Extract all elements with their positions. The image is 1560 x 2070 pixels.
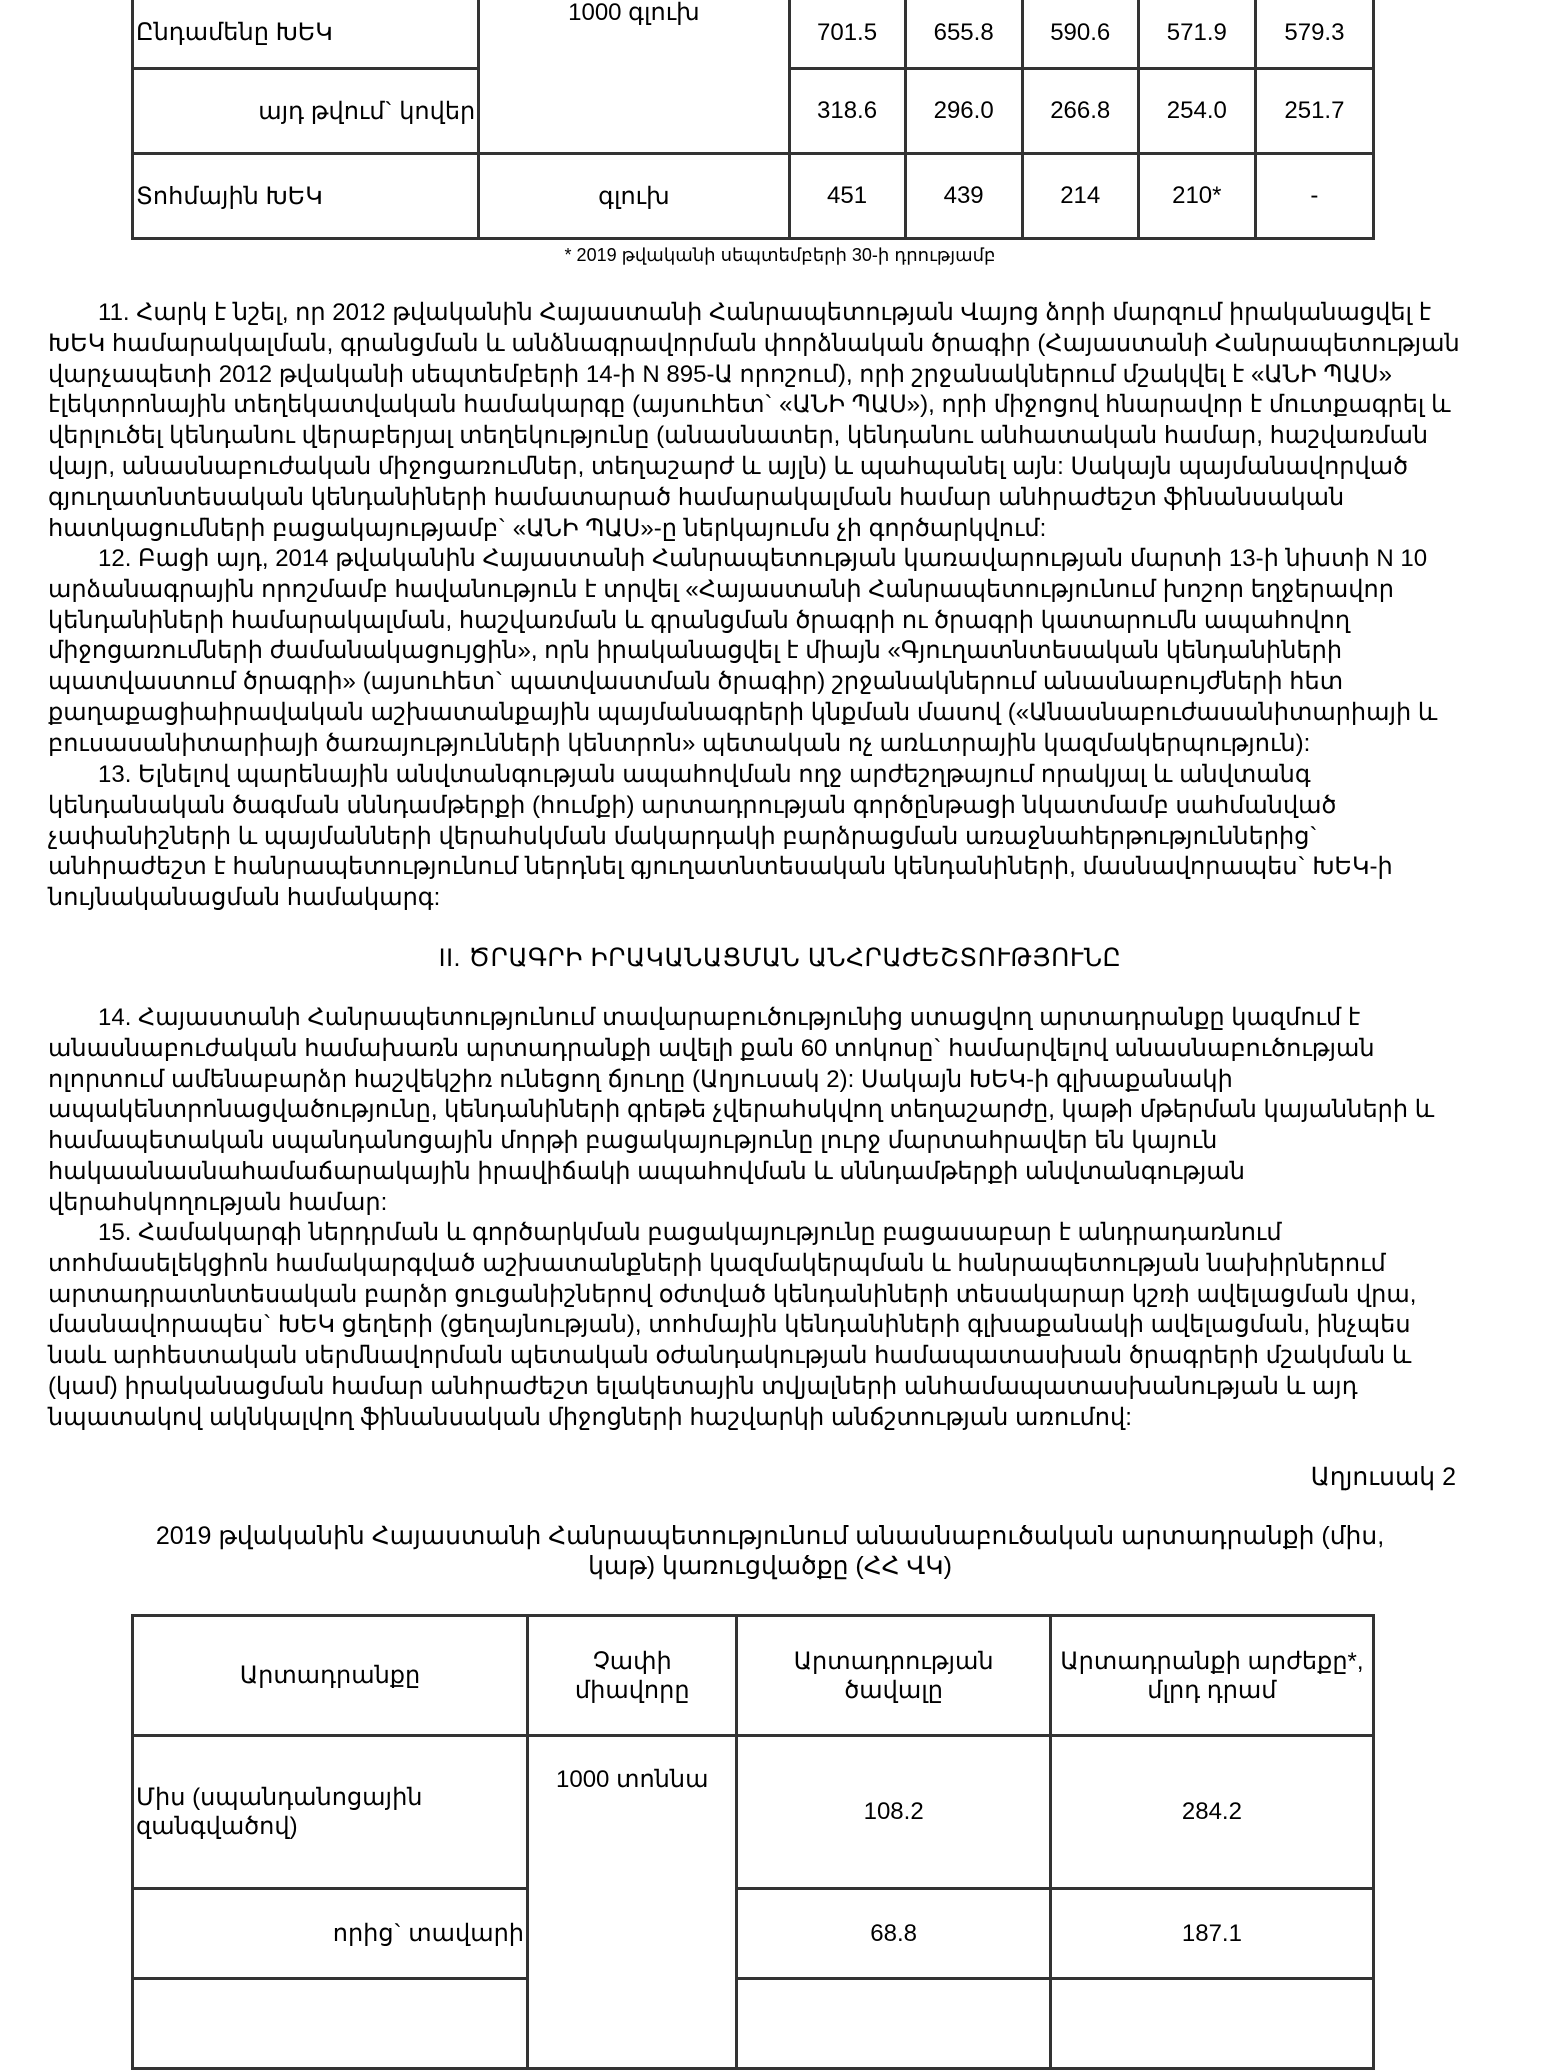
- value-cell: 701.5: [789, 0, 905, 69]
- paragraph-14: 14. Հայաստանի Հանրապետությունում տավարաբուծությունից ստացվող արտադրանքը կազմում է անասնաբուժական համախառն արտադրանքի ավելի քան 60 տոկոսը` համարվելով անասնաբուծության ոլորտում ամենաբարձր հաշվեկշիռ ունեցող ճյուղը (Աղյուսակ 2): Սակայն ԽԵԿ-ի գլխաքանակի ապակենտրոնացվածությունը, կենդանիների գրեթե չվերահսկվող տեղաշարժը, կաթի մթերման կայանների և համապետական սպանդանոցային մորթի բացակայությունը լուրջ մարտահրավեր են կայուն հակաանասնահամաճարակային իրավիճակի ապահովման և սննդամթերքի անվտանգության վերահսկողության համար:: [48, 1004, 1435, 1216]
- table-header-row: [133, 1616, 1374, 1736]
- paragraph-12: 12. Բացի այդ, 2014 թվականին Հայաստանի Հանրապետության կառավարության մարտի 13-ի նիստի N 10 արձանագրային որոշմամբ հավանություն է տրվել «Հայաստանի Հանրապետությունում խոշոր եղջերավոր կենդանիների համարակալման, հաշվառման և գրանցման ծրագրի ու ծրագրի կատարումն ապահովող միջոցառումների ժամանակացույցին», որն իրականացվել է միայն «Գյուղատնտեսական կենդանիների պատվաստում ծրագրի» (այսուհետ` պատվաստման ծրագիր) շրջանակներում անասնաբույժների հետ քաղաքացիաիրավական աշխատանքային պայմանագրերի կնքման մասով («Անասնաբուժասանիտարիայի և բուսասանիտարիայի ծառայությունների կենտրոն» պետական ոչ առևտրային կազմակերպություն):: [48, 545, 1438, 757]
- value-cell: 187.1: [1050, 1889, 1373, 1979]
- table-row: [133, 1889, 1374, 1979]
- livestock-count-table: [131, 0, 1375, 240]
- annex-label: Աղյուսակ 2: [1310, 1463, 1456, 1491]
- paragraph-13: 13. Ելնելով պարենային անվտանգության ապահովման ողջ արժեշղթայում որակյալ և անվտանգ կենդանական ծագման սննդամթերքի (հումքի) արտադրության գործընթացի նկատմամբ սահմանված չափանիշների և պայմանների վերահսկման մակարդակի բարձրացման առաջնահերթություններից` անհրաժեշտ է հանրապետությունում ներդնել գյուղատնտեսական կենդանիների, մասնավորապես` ԽԵԿ-ի նույնականացման համակարգ:: [48, 761, 1393, 912]
- value-cell: 210*: [1138, 154, 1255, 239]
- volume-cell: 68.8: [737, 1889, 1050, 1979]
- row-label: [133, 1979, 528, 2069]
- value-cell: 318.6: [789, 69, 905, 154]
- row-label: Տոհմային ԽԵԿ: [133, 154, 479, 239]
- value-cell: 655.8: [905, 0, 1022, 69]
- table-row: [133, 154, 1374, 239]
- volume-cell: 108.2: [737, 1736, 1050, 1889]
- section-heading: II. ԾՐԱԳՐԻ ԻՐԱԿԱՆԱՑՄԱՆ ԱՆՀՐԱԺԵՇՏՈՒԹՅՈՒՆԸ: [438, 944, 1122, 972]
- table-caption: 2019 թվականին Հայաստանի Հանրապետությունում անասնաբուծական արտադրանքի (միս, կաթ) կառուցվածքը (ՀՀ ՎԿ): [155, 1522, 1385, 1580]
- column-header: Արտադրանքի արժեքը*, մլրդ դրամ: [1050, 1616, 1373, 1736]
- production-structure-table: [131, 1614, 1375, 2070]
- unit-cell: գլուխ: [479, 154, 789, 239]
- table-row: [133, 0, 1374, 69]
- column-header: Արտադրանքը: [133, 1616, 528, 1736]
- value-cell: 284.2: [1050, 1736, 1373, 1889]
- paragraph-11: 11. Հարկ է նշել, որ 2012 թվականին Հայաստանի Հանրապետության Վայոց ձորի մարզում իրականացվել է ԽԵԿ համարակալման, գրանցման և անձնագրավորման փորձնական ծրագիր (Հայաստանի Հանրապետության վարչապետի 2012 թվականի սեպտեմբերի 14-ի N 895-Ա որոշում), որի շրջանակներում մշակվել է «ԱՆԻ ՊԱՍ» էլեկտրոնային տեղեկատվական համակարգը (այսուհետ` «ԱՆԻ ՊԱՍ»), որի միջոցով հնարավոր է մուտքագրել և վերլուծել կենդանու վերաբերյալ տեղեկությունը (անասնատեր, կենդանու անհատական համար, հաշվառման վայր, անասնաբուժական միջոցառումներ, տեղաշարժ և այլն) և պահպանել այն: Սակայն պայմանավորված գյուղատնտեսական կենդանիների համատարած համարակալման համար անհրաժեշտ ֆինանսական հատկացումների բացակայությամբ` «ԱՆԻ ՊԱՍ»-ը ներկայումս չի գործարկվում:: [48, 299, 1460, 542]
- value-cell: 296.0: [905, 69, 1022, 154]
- value-cell: 439: [905, 154, 1022, 239]
- value-cell: -: [1255, 154, 1373, 239]
- value-cell: 251.7: [1255, 69, 1373, 154]
- paragraph-15: 15. Համակարգի ներդրման և գործարկման բացակայությունը բացասաբար է անդրադառնում տոհմասելեկցիոն համակարգված աշխատանքների կազմակերպման և հանրապետության նախիրներում արտադրատնտեսական բարձր ցուցանիշներով օժտված կենդանիների տեսակարար կշռի ավելացման վրա, մասնավորապես` ԽԵԿ ցեղերի (ցեղայնության), տոհմային կենդանիների գլխաքանակի ավելացման, ինչպես նաև արհեստական սերմնավորման պետական օժանդակության համապատասխան ծրագրերի մշակման և (կամ) իրականացման համար անհրաժեշտ ելակետային տվյալների անհամապատասխանության և այդ նպատակով ակնկալվող ֆինանսական միջոցների հաշվարկի անճշտության առումով:: [48, 1219, 1417, 1431]
- table-row: [133, 1979, 1374, 2069]
- value-cell: 254.0: [1138, 69, 1255, 154]
- column-header: Չափի միավորը: [528, 1616, 737, 1736]
- value-cell: 266.8: [1022, 69, 1138, 154]
- value-cell: 571.9: [1138, 0, 1255, 69]
- unit-cell: 1000 գլուխ: [479, 0, 789, 154]
- value-cell: 579.3: [1255, 0, 1373, 69]
- value-cell: 590.6: [1022, 0, 1138, 69]
- row-label: Ընդամենը ԽԵԿ: [133, 0, 479, 69]
- column-header: Արտադրության ծավալը: [737, 1616, 1050, 1736]
- row-label: այդ թվում` կովեր: [133, 69, 479, 154]
- value-cell: 214: [1022, 154, 1138, 239]
- value-cell: 451: [789, 154, 905, 239]
- table-footnote: * 2019 թվականի սեպտեմբերի 30-ի դրությամբ: [564, 245, 996, 265]
- row-label: որից` տավարի: [133, 1889, 528, 1979]
- value-cell: [1050, 1979, 1373, 2069]
- row-label: Միս (սպանդանոցային զանգվածով): [133, 1736, 528, 1889]
- unit-cell: 1000 տոննա: [528, 1736, 737, 2069]
- volume-cell: [737, 1979, 1050, 2069]
- table-row: [133, 1736, 1374, 1889]
